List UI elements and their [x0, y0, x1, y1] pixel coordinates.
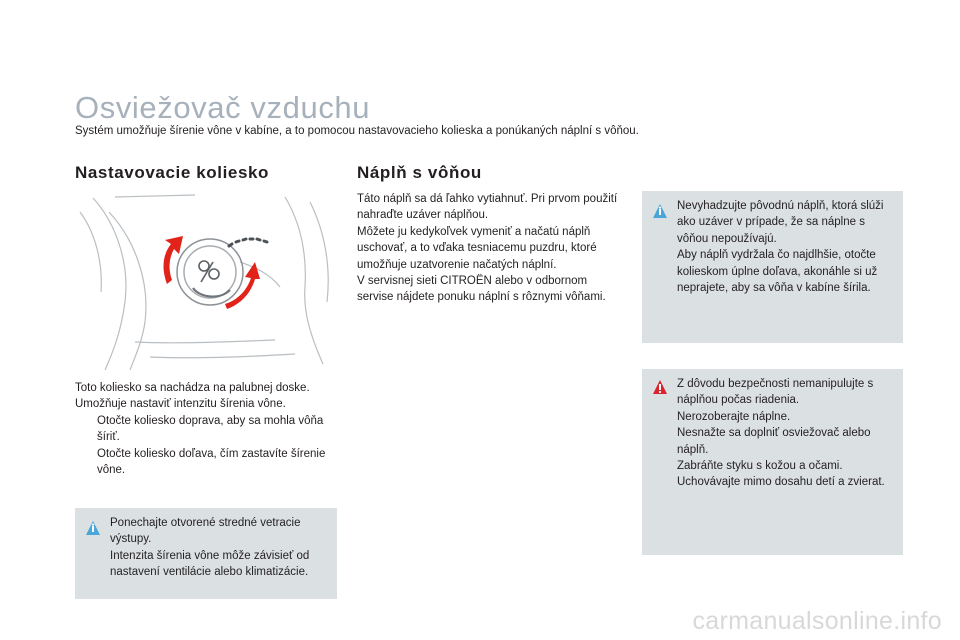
warning-icon [652, 379, 668, 395]
note-line: Aby náplň vydržala čo najdlhšie, otočte kolieskom úplne doľava, akonáhle si už neprajete, aby sa vôňa v kabíne šírila. [677, 249, 878, 295]
bullet-text: Otočte koliesko doprava, aby sa mohla vôňa šíriť. [97, 414, 324, 444]
note-line: Zabráňte styku s kožou a očami. [677, 460, 843, 473]
note-text [677, 376, 893, 491]
info-icon [652, 203, 668, 219]
cartridge-description [357, 191, 622, 306]
page-title: Osviežovač vzduchu [75, 90, 371, 125]
note-line: Nerozoberajte náplne. [677, 410, 791, 423]
watermark: carmanualsonline.info [692, 607, 942, 635]
note-line: Uchovávajte mimo dosahu detí a zvierat. [677, 476, 885, 489]
ventilation-info-note [75, 508, 337, 599]
bullet-marker [75, 446, 97, 479]
note-line: Intenzita šírenia vône môže závisieť od nastavení ventilácie alebo klimatizácie. [110, 549, 310, 579]
info-icon [85, 520, 101, 536]
paragraph: Táto náplň sa dá ľahko vytiahnuť. Pri prvom použití nahraďte uzáver náplňou. [357, 193, 618, 222]
section-heading-fragrance-cartridge: Náplň s vôňou [357, 163, 482, 182]
note-text [677, 198, 893, 296]
paragraph: Môžete ju kedykoľvek vymeniť a načatú náplň uschovať, a to vďaka tesniacemu puzdru, ktoré umožňuje uzatvorenie načatých náplní. [357, 225, 597, 271]
wheel-description [75, 380, 337, 478]
wheel-function-text: Umožňuje nastaviť intenzitu šírenia vône. [75, 398, 286, 411]
note-line: Nevyhadzujte pôvodnú náplň, ktorá slúži ako uzáver v prípade, že sa náplne s vôňou nepoužívajú. [677, 200, 884, 245]
wheel-location-text: Toto koliesko sa nachádza na palubnej doske. [75, 382, 310, 394]
adjustment-wheel-illustration [75, 192, 337, 370]
note-text [110, 515, 327, 581]
note-line: Nesnažte sa doplniť osviežovač alebo náplň. [677, 427, 871, 456]
paragraph: V servisnej sieti CITROËN alebo v odbornom servise nájdete ponuku náplní s rôznymi vôňami. [357, 275, 606, 304]
section-heading-adjustment-wheel: Nastavovacie koliesko [75, 163, 270, 182]
bullet-marker [75, 413, 97, 446]
note-line: Z dôvodu bezpečnosti nemanipulujte s náplňou počas riadenia. [677, 378, 874, 407]
note-line: Ponechajte otvorené stredné vetracie výstupy. [110, 517, 301, 546]
safety-warning-note [642, 369, 903, 555]
bullet-text: Otočte koliesko doľava, čím zastavíte šírenie vône. [97, 447, 326, 477]
page-subtitle: Systém umožňuje šírenie vône v kabíne, a to pomocou nastavovacieho kolieska a ponúkaných náplní s vôňou. [75, 125, 639, 137]
list-item [75, 413, 337, 446]
cartridge-info-note [642, 191, 903, 343]
list-item [75, 446, 337, 479]
